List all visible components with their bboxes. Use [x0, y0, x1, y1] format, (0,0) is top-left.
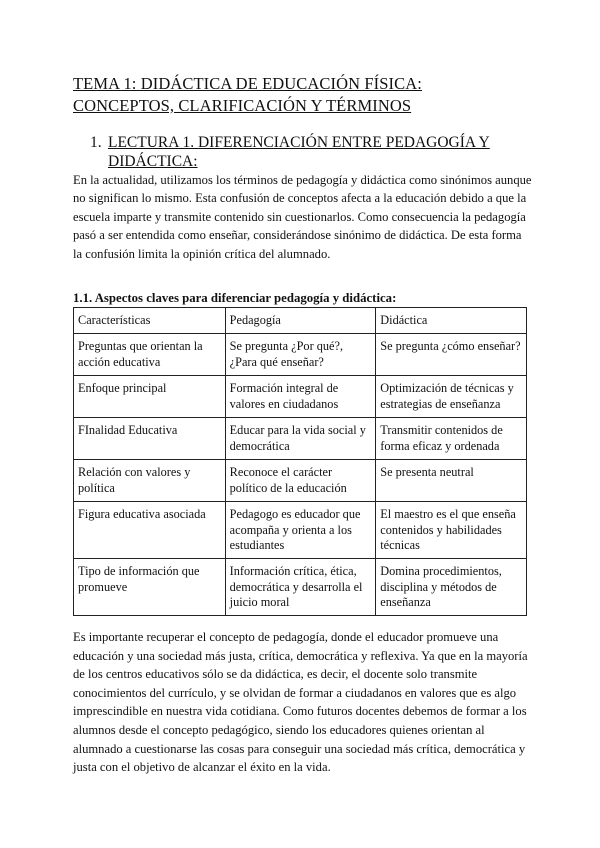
table-cell: El maestro es el que enseña contenidos y habilidades técnicas [376, 502, 527, 559]
closing-paragraph: Es importante recuperar el concepto de pedagogía, donde el educador promueve una educación y una sociedad más justa, crítica, democrática y reflexiva. Ya que en la mayoría de los centros educativos sólo se da didáctica, es decir, el docente solo transmite conocimientos del currículo, y se olvidan de formar a ciudadanos en valores que es algo imprescindible en nuestra vida cotidiana. Como futuros docentes debemos de formar a los alumnos desde el concepto pedagógico, siendo los educadores quienes orientan al alumnado a cuestionarse las cosas para conseguir una sociedad más crítica, democrática y justa con el objetivo de alcanzar el éxito en la vida. [73, 630, 528, 775]
table-cell: Pedagogo es educador que acompaña y orienta a los estudiantes [225, 502, 376, 559]
table-cell: Relación con valores y política [74, 460, 226, 502]
section-number: 1. [90, 134, 102, 151]
document-title [73, 73, 543, 117]
table-row [74, 460, 527, 502]
title-line-1: TEMA 1: DIDÁCTICA DE EDUCACIÓN FÍSICA: [73, 74, 422, 93]
table-cell: Figura educativa asociada [74, 502, 226, 559]
table-header-cell: Didáctica [376, 308, 527, 334]
table-header-cell: Pedagogía [225, 308, 376, 334]
table-cell: Transmitir contenidos de forma eficaz y ordenada [376, 418, 527, 460]
section-heading-text: LECTURA 1. DIFERENCIACIÓN ENTRE PEDAGOGÍA Y DIDÁCTICA: [108, 134, 490, 170]
table-cell: Se pregunta ¿Por qué?, ¿Para qué enseñar? [225, 334, 376, 376]
table-cell: Optimización de técnicas y estrategias de enseñanza [376, 376, 527, 418]
comparison-table [73, 307, 527, 616]
table-cell: Reconoce el carácter político de la educación [225, 460, 376, 502]
table-row [74, 502, 527, 559]
table-cell: Educar para la vida social y democrática [225, 418, 376, 460]
table-row [74, 334, 527, 376]
intro-paragraph: En la actualidad, utilizamos los términos de pedagogía y didáctica como sinónimos aunque no significan lo mismo. Esta confusión de conceptos afecta a la educación debido a que la escuela imparte y transmite contenido sin cuestionarlos. Como consecuencia la pedagogía pasó a ser entendida como enseñar, considerándose sinónimo de didáctica. De esta forma la confusión limita la opinión crítica del alumnado. [73, 173, 532, 261]
table-cell: Tipo de información que promueve [74, 559, 226, 616]
table-cell: Se pregunta ¿cómo enseñar? [376, 334, 527, 376]
table-header-cell: Características [74, 308, 226, 334]
title-line-2: CONCEPTOS, CLARIFICACIÓN Y TÉRMINOS [73, 96, 412, 115]
table-cell: Información crítica, ética, democrática y desarrolla el juicio moral [225, 559, 376, 616]
table-cell: Preguntas que orientan la acción educativa [74, 334, 226, 376]
table-header-row [74, 308, 527, 334]
table-cell: Enfoque principal [74, 376, 226, 418]
section-heading [90, 133, 530, 171]
table-cell: Formación integral de valores en ciudadanos [225, 376, 376, 418]
table-cell: Domina procedimientos, disciplina y métodos de enseñanza [376, 559, 527, 616]
table-cell: FInalidad Educativa [74, 418, 226, 460]
table-row [74, 559, 527, 616]
table-row [74, 376, 527, 418]
table-row [74, 418, 527, 460]
table-cell: Se presenta neutral [376, 460, 527, 502]
subsection-heading: 1.1. Aspectos claves para diferenciar pedagogía y didáctica: [73, 291, 397, 305]
